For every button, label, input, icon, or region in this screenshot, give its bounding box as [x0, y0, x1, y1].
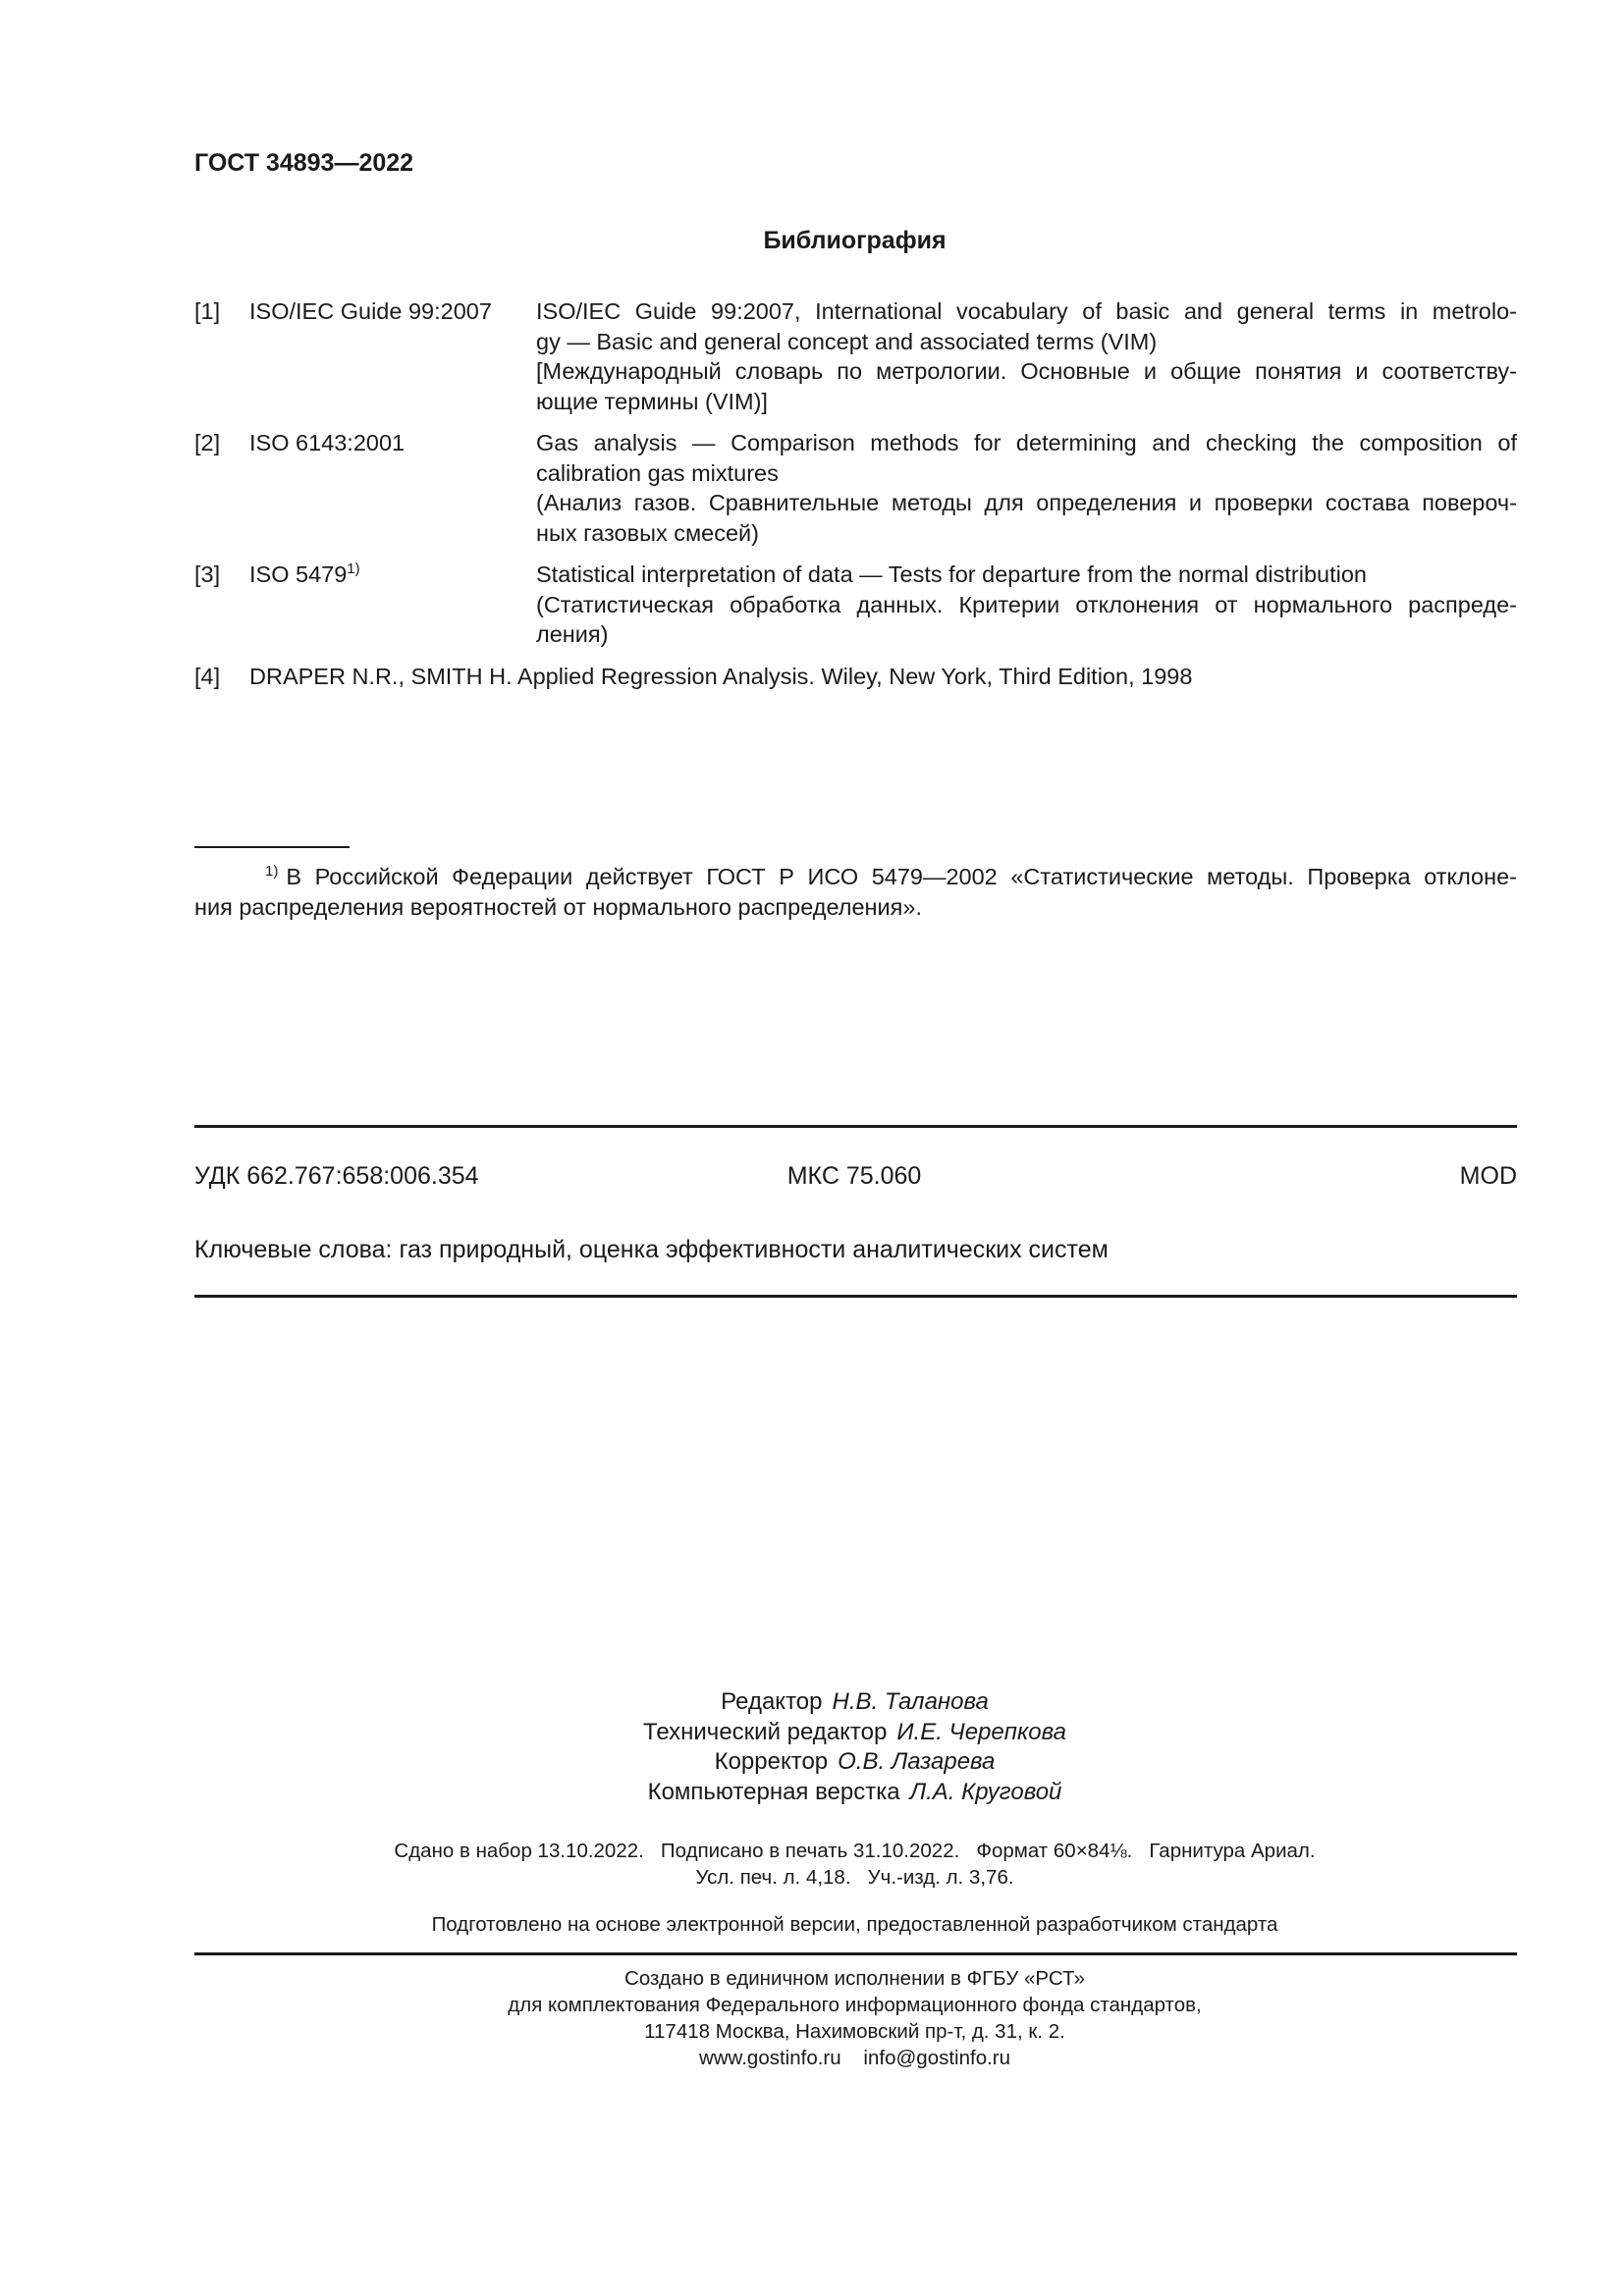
credit-name: О.В. Лазарева	[838, 1748, 996, 1775]
publication-line: Усл. печ. л. 4,18. Уч.-изд. л. 3,76.	[695, 1866, 1014, 1889]
credit-name: Н.В. Таланова	[832, 1688, 989, 1715]
mod-label: MOD	[1459, 1162, 1517, 1190]
entry-number: [2]	[194, 430, 221, 455]
imprint-contacts: www.gostinfo.ru info@gostinfo.ru	[698, 2047, 1011, 2069]
credit-role: Редактор	[721, 1688, 823, 1715]
entry-description	[536, 560, 1517, 650]
entry-description	[536, 428, 1517, 548]
entry-line: ления)	[536, 621, 609, 647]
prepared-note: Подготовлено на основе электронной версии, предоставленной разработчиком стандарта	[431, 1913, 1278, 1936]
keywords: Ключевые слова: газ природный, оценка эффективности аналитических систем	[194, 1236, 1109, 1263]
footnote-line: ния распределения вероятностей от нормального распределения».	[194, 893, 922, 920]
entry-line: [Международный словарь по метрологии. Основные и общие понятия и соответству-	[536, 358, 1517, 384]
mks-code: МКС 75.060	[786, 1162, 922, 1190]
credit-line	[0, 1778, 1624, 1808]
document-header: ГОСТ 34893—2022	[194, 149, 414, 177]
imprint-line: Создано в единичном исполнении в ФГБУ «РСТ»	[624, 1967, 1085, 1990]
footnote-separator	[194, 846, 350, 848]
udk-code: УДК 662.767:658:006.354	[194, 1162, 479, 1190]
divider-imprint	[194, 1952, 1517, 1955]
entry-line: ных газовых смесей)	[536, 519, 759, 546]
entry-number: [3]	[194, 561, 221, 587]
entry-line: (Анализ газов. Сравнительные методы для определения и проверки состава повероч-	[536, 490, 1517, 515]
bibliography-title: Библиография	[763, 227, 947, 254]
footnote	[194, 862, 1517, 922]
entry-number: [1]	[194, 298, 221, 324]
divider-bottom	[194, 1295, 1517, 1298]
entry-code	[249, 560, 360, 590]
footnote-line: В Российской Федерации действует ГОСТ Р ИСО 5479—2002 «Статистические методы. Проверка отклоне-	[286, 864, 1517, 889]
credits	[0, 1687, 1624, 1807]
entry-line: gy — Basic and general concept and associated terms (VIM)	[536, 328, 1158, 354]
credit-role: Компьютерная верстка	[647, 1778, 900, 1805]
credit-name: Л.А. Круговой	[909, 1778, 1062, 1805]
entry-number: [4]	[194, 664, 221, 689]
entry-code: ISO 6143:2001	[249, 430, 406, 455]
credit-role: Корректор	[714, 1748, 829, 1775]
imprint	[0, 1965, 1624, 2071]
entry-text: DRAPER N.R., SMITH H. Applied Regression Analysis. Wiley, New York, Third Edition, 1998	[249, 664, 1193, 689]
entry-line: ющие термины (VIM)]	[536, 388, 768, 414]
entry-line: (Статистическая обработка данных. Критерии отклонения от нормального распреде-	[536, 591, 1517, 617]
entry-code-text: ISO 5479	[249, 561, 348, 587]
entry-line: Statistical interpretation of data — Tests for departure from the normal distribution	[536, 561, 1367, 587]
credit-line	[0, 1687, 1624, 1718]
entry-line: calibration gas mixtures	[536, 459, 779, 486]
entry-line: Gas analysis — Comparison methods for determining and checking the composition of	[536, 430, 1517, 455]
publication-info	[0, 1838, 1624, 1891]
entry-line: ISO/IEC Guide 99:2007, International vocabulary of basic and general terms in metrolo-	[536, 298, 1517, 324]
imprint-line: для комплектования Федерального информационного фонда стандартов,	[508, 1994, 1202, 2016]
credit-line	[0, 1747, 1624, 1778]
footnote-marker: 1)	[265, 863, 279, 880]
credit-role: Технический редактор	[643, 1718, 888, 1745]
imprint-line: 117418 Москва, Нахимовский пр-т, д. 31, к. 2.	[644, 2020, 1065, 2043]
classification-row	[194, 1162, 1517, 1194]
entry-description	[536, 296, 1517, 416]
divider-top	[194, 1125, 1517, 1128]
entry-code: ISO/IEC Guide 99:2007	[249, 298, 492, 324]
credit-name: И.Е. Черепкова	[896, 1718, 1066, 1745]
publication-line: Сдано в набор 13.10.2022. Подписано в печать 31.10.2022. Формат 60×84⅛. Гарнитура Ариал.	[394, 1840, 1316, 1862]
credit-line	[0, 1718, 1624, 1748]
footnote-ref: 1)	[347, 561, 360, 577]
